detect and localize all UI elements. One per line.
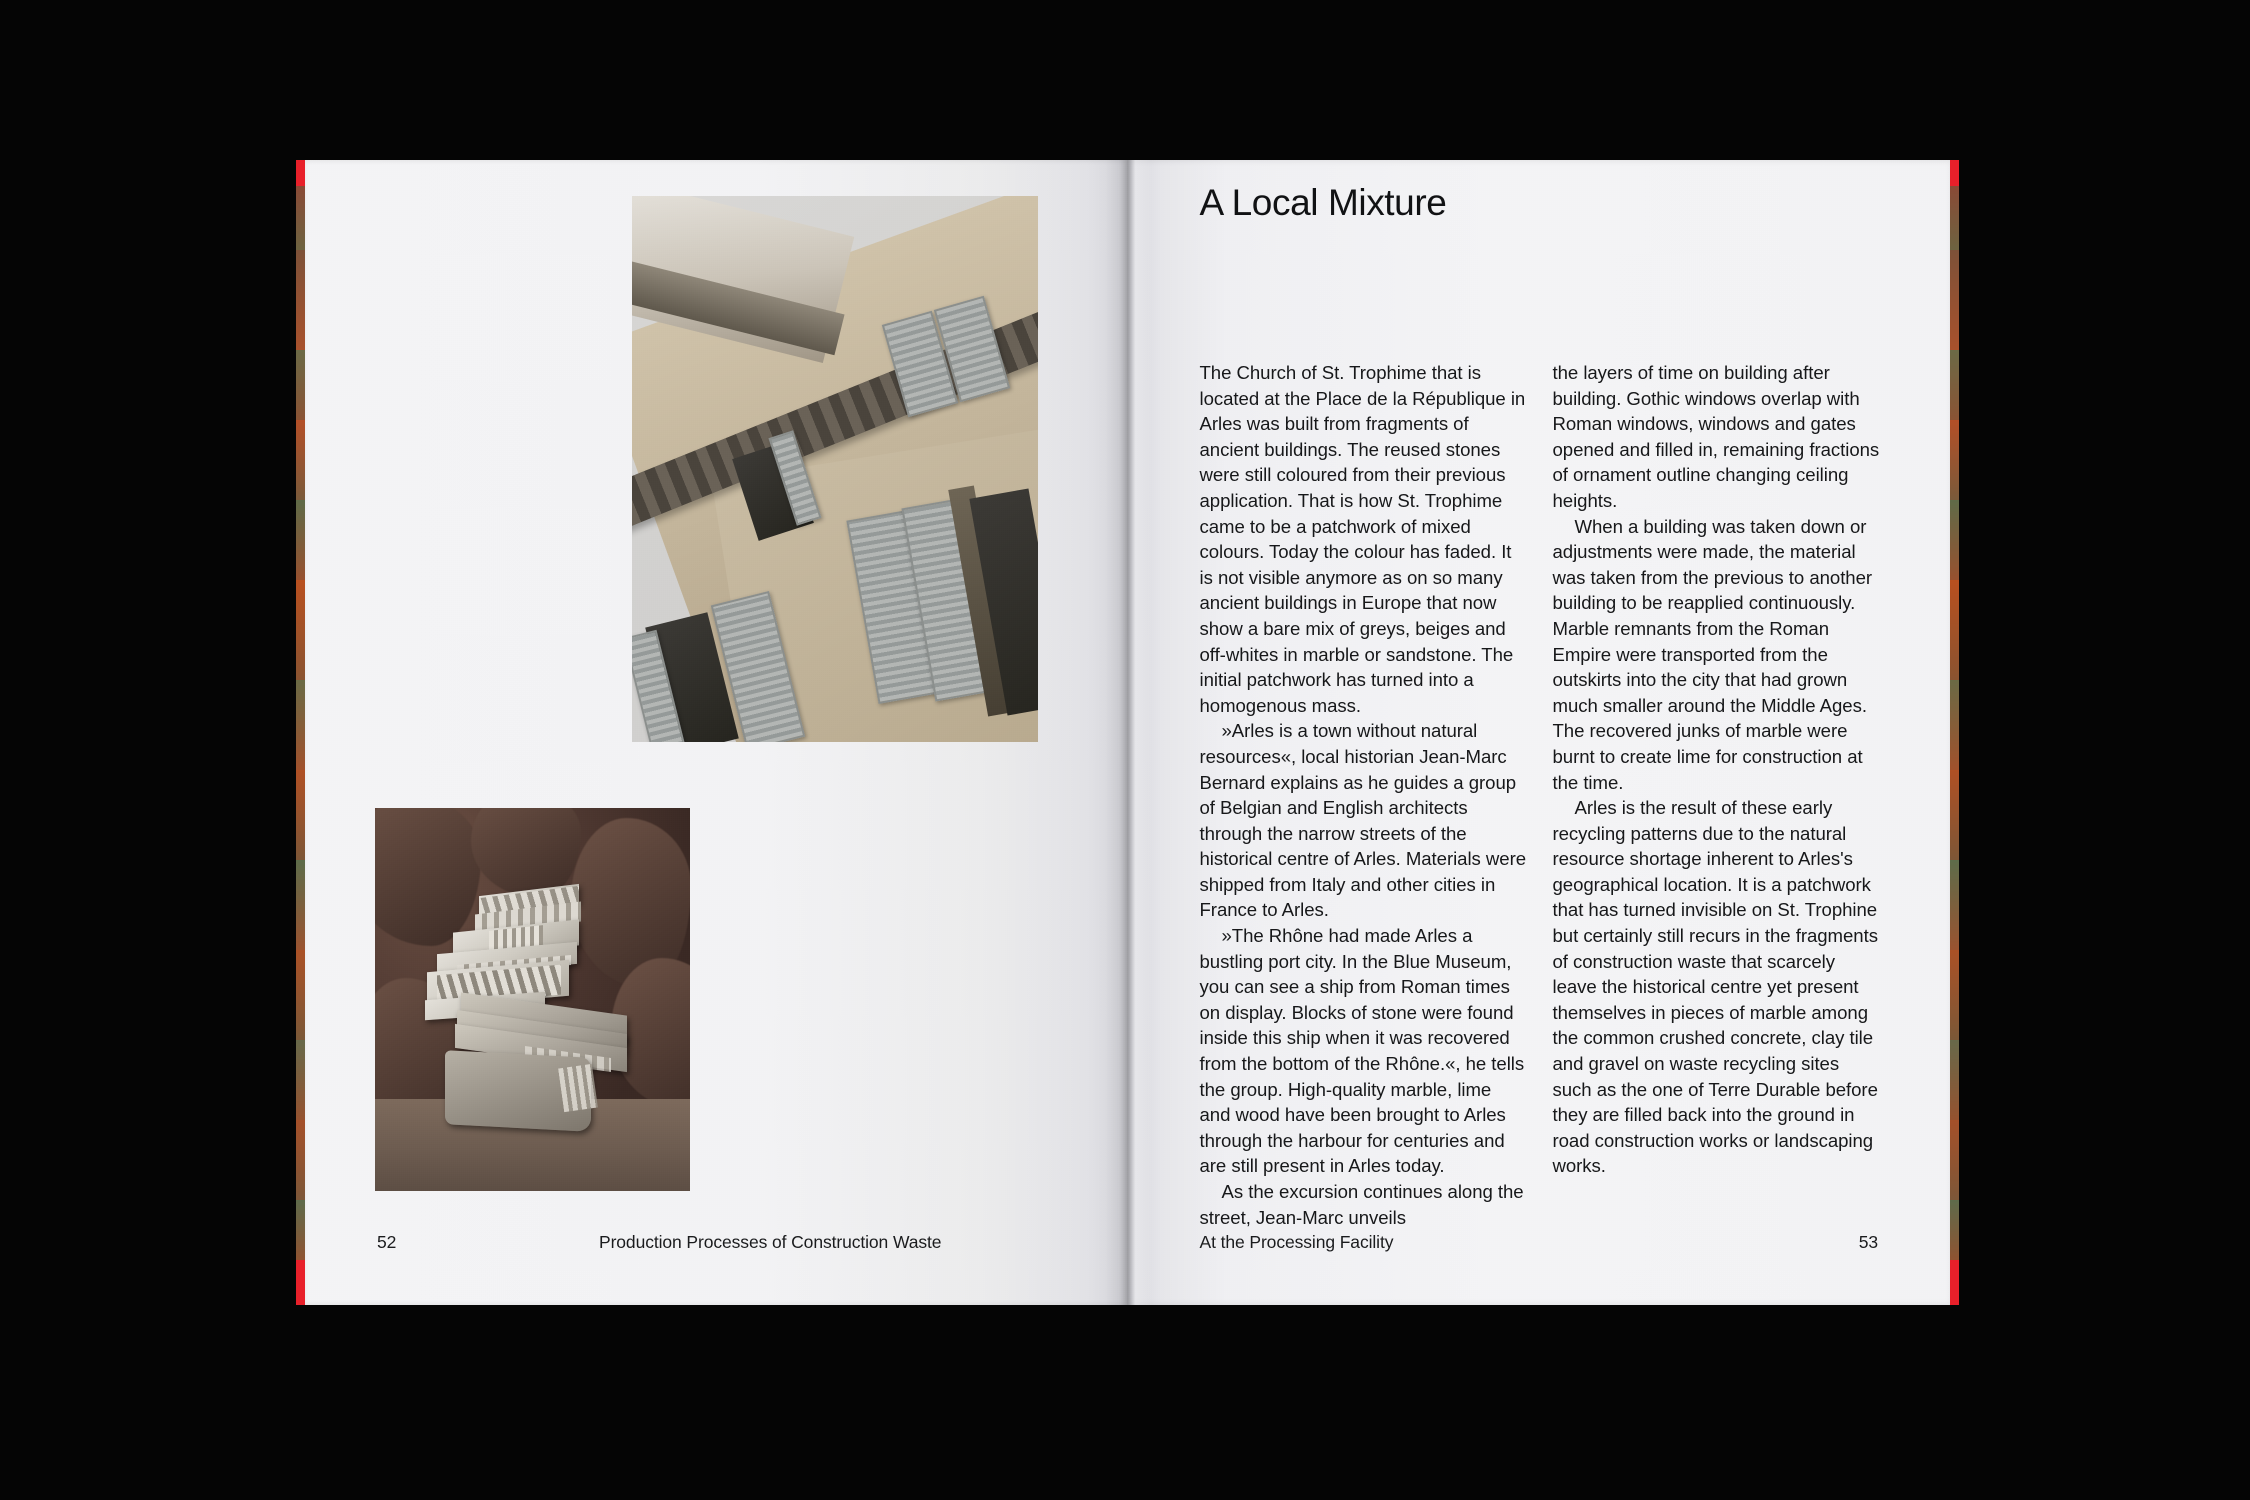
open-book-spread xyxy=(305,160,1950,1305)
article-body xyxy=(1200,360,1880,1230)
paragraph: When a building was taken down or adjustments were made, the material was taken from the previous to another building to be reapplied continuously. Marble remnants from the Roman Empire were transported from the outskirts into the city that had grown much smaller around the Middle Ages. The recovered junks of marble were burnt to create lime for construction at the time. xyxy=(1552,515,1873,793)
paragraph: the layers of time on building after building. Gothic windows overlap with Roman windows, windows and gates opened and filled in, remaining fractions of ornament outline changing ceiling heights. xyxy=(1552,362,1880,511)
running-title-left: Production Processes of Construction Waste xyxy=(599,1232,942,1252)
folio-left: 52 xyxy=(377,1232,397,1252)
text-column-one xyxy=(1200,360,1527,1230)
verso-page xyxy=(305,160,1128,1305)
building-facade-photo xyxy=(632,196,1038,742)
verso-running-foot xyxy=(377,1232,1056,1253)
page-edge-left xyxy=(296,160,305,1305)
running-title-right: At the Processing Facility xyxy=(1199,1232,1394,1252)
folio-right: 53 xyxy=(1858,1232,1878,1252)
recto-running-foot xyxy=(1200,1232,1879,1253)
page-title: A Local Mixture xyxy=(1199,182,1447,223)
paragraph: Arles is the result of these early recycling patterns due to the natural resource shortage inherent to Arles's geographical location. It is a patchwork that has turned invisible on St. Trophine but certainly still recurs in the fragments of construction waste that scarcely leave the historical centre yet present themselves in pieces of marble among the common crushed concrete, clay tile and gravel on waste recycling sites such as the one of Terre Durable before they are filled back into the ground in road construction works or landscaping works. xyxy=(1552,797,1878,1177)
marble-fragments-photo xyxy=(375,808,690,1191)
page-edge-right xyxy=(1950,160,1959,1305)
recto-page xyxy=(1128,160,1951,1305)
text-column-two xyxy=(1553,360,1880,1230)
paragraph: »The Rhône had made Arles a bustling port city. In the Blue Museum, you can see a ship from Roman times on display. Blocks of stone were found inside this ship when it was recovered from the bottom of the Rhône.«, he tells the group. High-quality marble, lime and wood have been brought to Arles through the harbour for centuries and are still present in Arles today. xyxy=(1199,925,1525,1177)
paragraph: As the excursion continues along the street, Jean-Marc unveils xyxy=(1199,1181,1524,1228)
paragraph: The Church of St. Trophime that is located at the Place de la République in Arles was built from fragments of ancient buildings. The reused stones were still coloured from their previous application. That is how St. Trophime came to be a patchwork of mixed colours. Today the colour has faded. It is not visible anymore as on so many ancient buildings in Europe that now show a bare mix of greys, beiges and off-whites in marble or sandstone. The initial patchwork has turned into a homogenous mass. xyxy=(1199,362,1526,716)
paragraph: »Arles is a town without natural resources«, local historian Jean-Marc Bernard explains as he guides a group of Belgian and English architects through the narrow streets of the historical centre of Arles. Materials were shipped from Italy and other cities in France to Arles. xyxy=(1199,720,1527,921)
